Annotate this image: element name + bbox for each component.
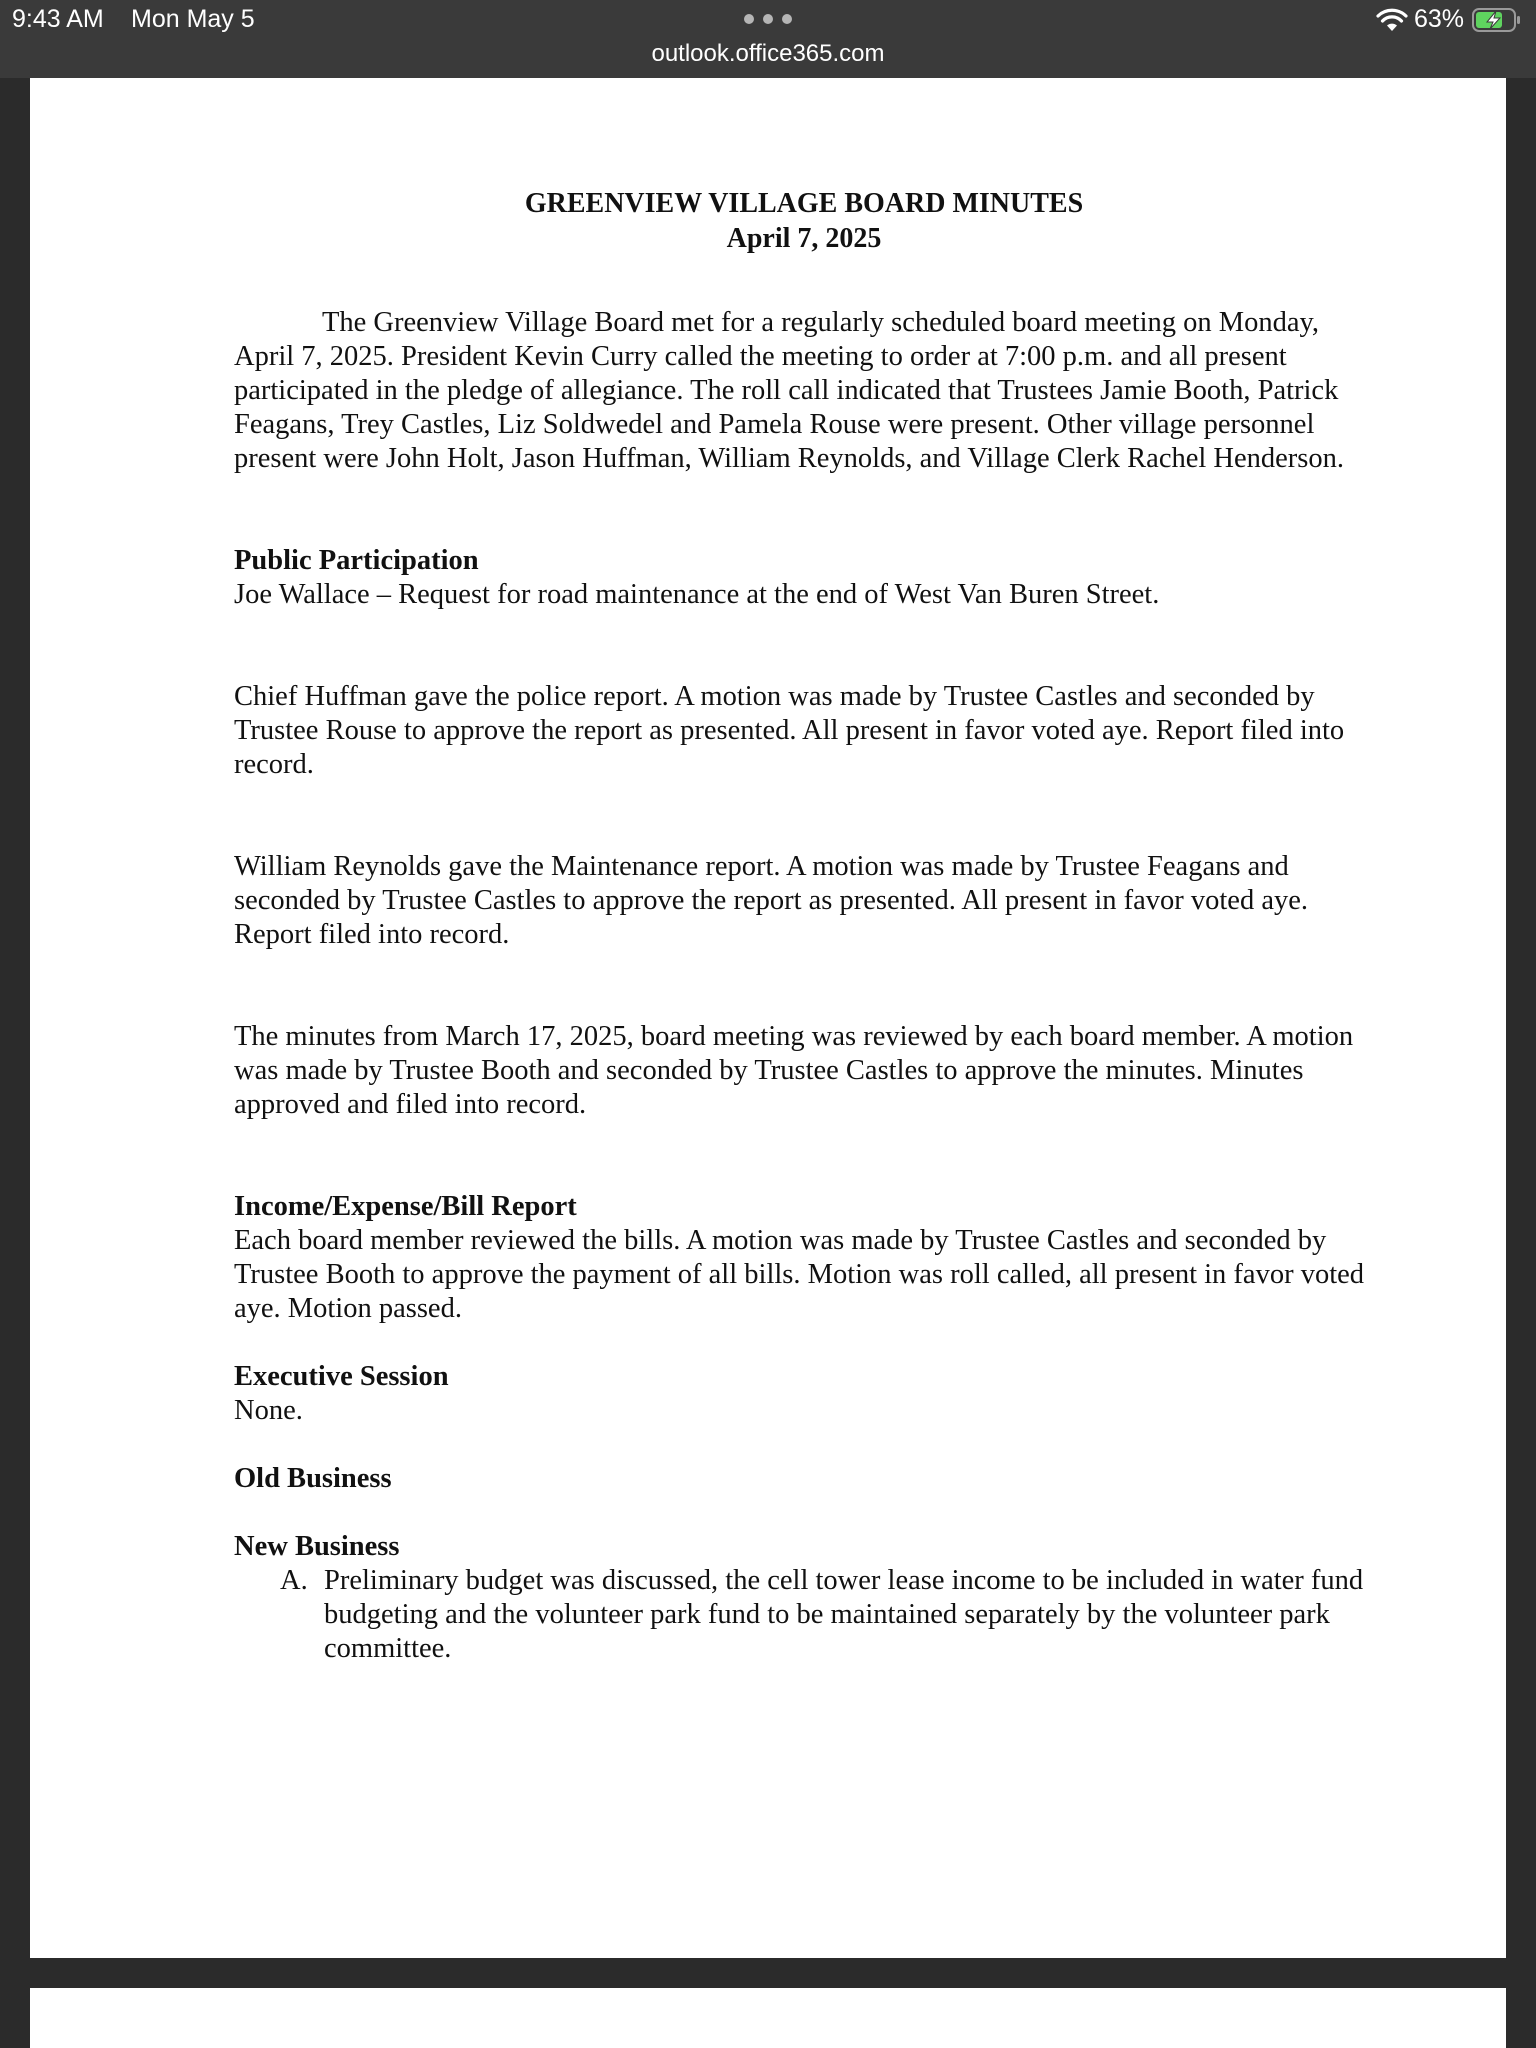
meeting-date: April 7, 2025 bbox=[726, 223, 882, 254]
maintenance-report-paragraph: William Reynolds gave the Maintenance report. A motion was made by Trustee Feagans and seconded by Trustee Castles to approve the report as presented. All present in favor voted aye. Report filed into record. bbox=[234, 851, 1309, 950]
executive-session-text: None. bbox=[234, 1395, 303, 1426]
public-participation-text: Joe Wallace – Request for road maintenance at the end of West Van Buren Street. bbox=[234, 579, 1160, 610]
page-title: GREENVIEW VILLAGE BOARD MINUTES bbox=[524, 188, 1084, 219]
status-time: 9:43 AM bbox=[12, 5, 104, 33]
next-document-page bbox=[30, 1988, 1506, 2048]
new-business-heading: New Business bbox=[234, 1531, 400, 1562]
minutes-review-paragraph: The minutes from March 17, 2025, board meeting was reviewed by each board member. A motion was made by Trustee Booth and seconded by Trustee Castles to approve the minutes. Minutes approved and filed into record. bbox=[234, 1021, 1354, 1120]
income-expense-text: Each board member reviewed the bills. A motion was made by Trustee Castles and seconded by Trustee Booth to approve the payment of all bills. Motion was roll called, all present in favor voted aye. Motion passed. bbox=[234, 1225, 1365, 1324]
document-page bbox=[30, 78, 1506, 1958]
more-dots-icon[interactable] bbox=[744, 12, 792, 26]
list-marker: A. bbox=[280, 1565, 308, 1596]
status-bar bbox=[0, 0, 1536, 78]
new-business-item-text: Preliminary budget was discussed, the cell tower lease income to be included in water fund budgeting and the volunteer park fund to be maintained separately by the volunteer park committee. bbox=[324, 1565, 1364, 1664]
old-business-heading: Old Business bbox=[234, 1463, 392, 1494]
battery-charging-icon bbox=[1472, 8, 1522, 32]
battery-percent: 63% bbox=[1414, 5, 1465, 33]
status-date: Mon May 5 bbox=[131, 5, 255, 33]
intro-paragraph: The Greenview Village Board met for a regularly scheduled board meeting on Monday, April 7, 2025. President Kevin Curry called the meeting to order at 7:00 p.m. and all present participated in the pledge of allegiance. The roll call indicated that Trustees Jamie Booth, Patrick Feagans, Trey Castles, Liz Soldwedel and Pamela Rouse were present. Other village personnel present were John Holt, Jason Huffman, William Reynolds, and Village Clerk Rachel Henderson. bbox=[234, 307, 1344, 474]
executive-session-heading: Executive Session bbox=[234, 1361, 449, 1392]
list-item bbox=[234, 1564, 1374, 1666]
income-expense-heading: Income/Expense/Bill Report bbox=[234, 1191, 577, 1222]
public-participation-heading: Public Participation bbox=[234, 545, 479, 576]
police-report-paragraph: Chief Huffman gave the police report. A motion was made by Trustee Castles and seconded by Trustee Rouse to approve the report as presented. All present in favor voted aye. Report filed into record. bbox=[234, 681, 1345, 780]
address-url[interactable]: outlook.office365.com bbox=[651, 40, 885, 67]
wifi-icon bbox=[1376, 7, 1408, 33]
document-body bbox=[234, 186, 1374, 1666]
